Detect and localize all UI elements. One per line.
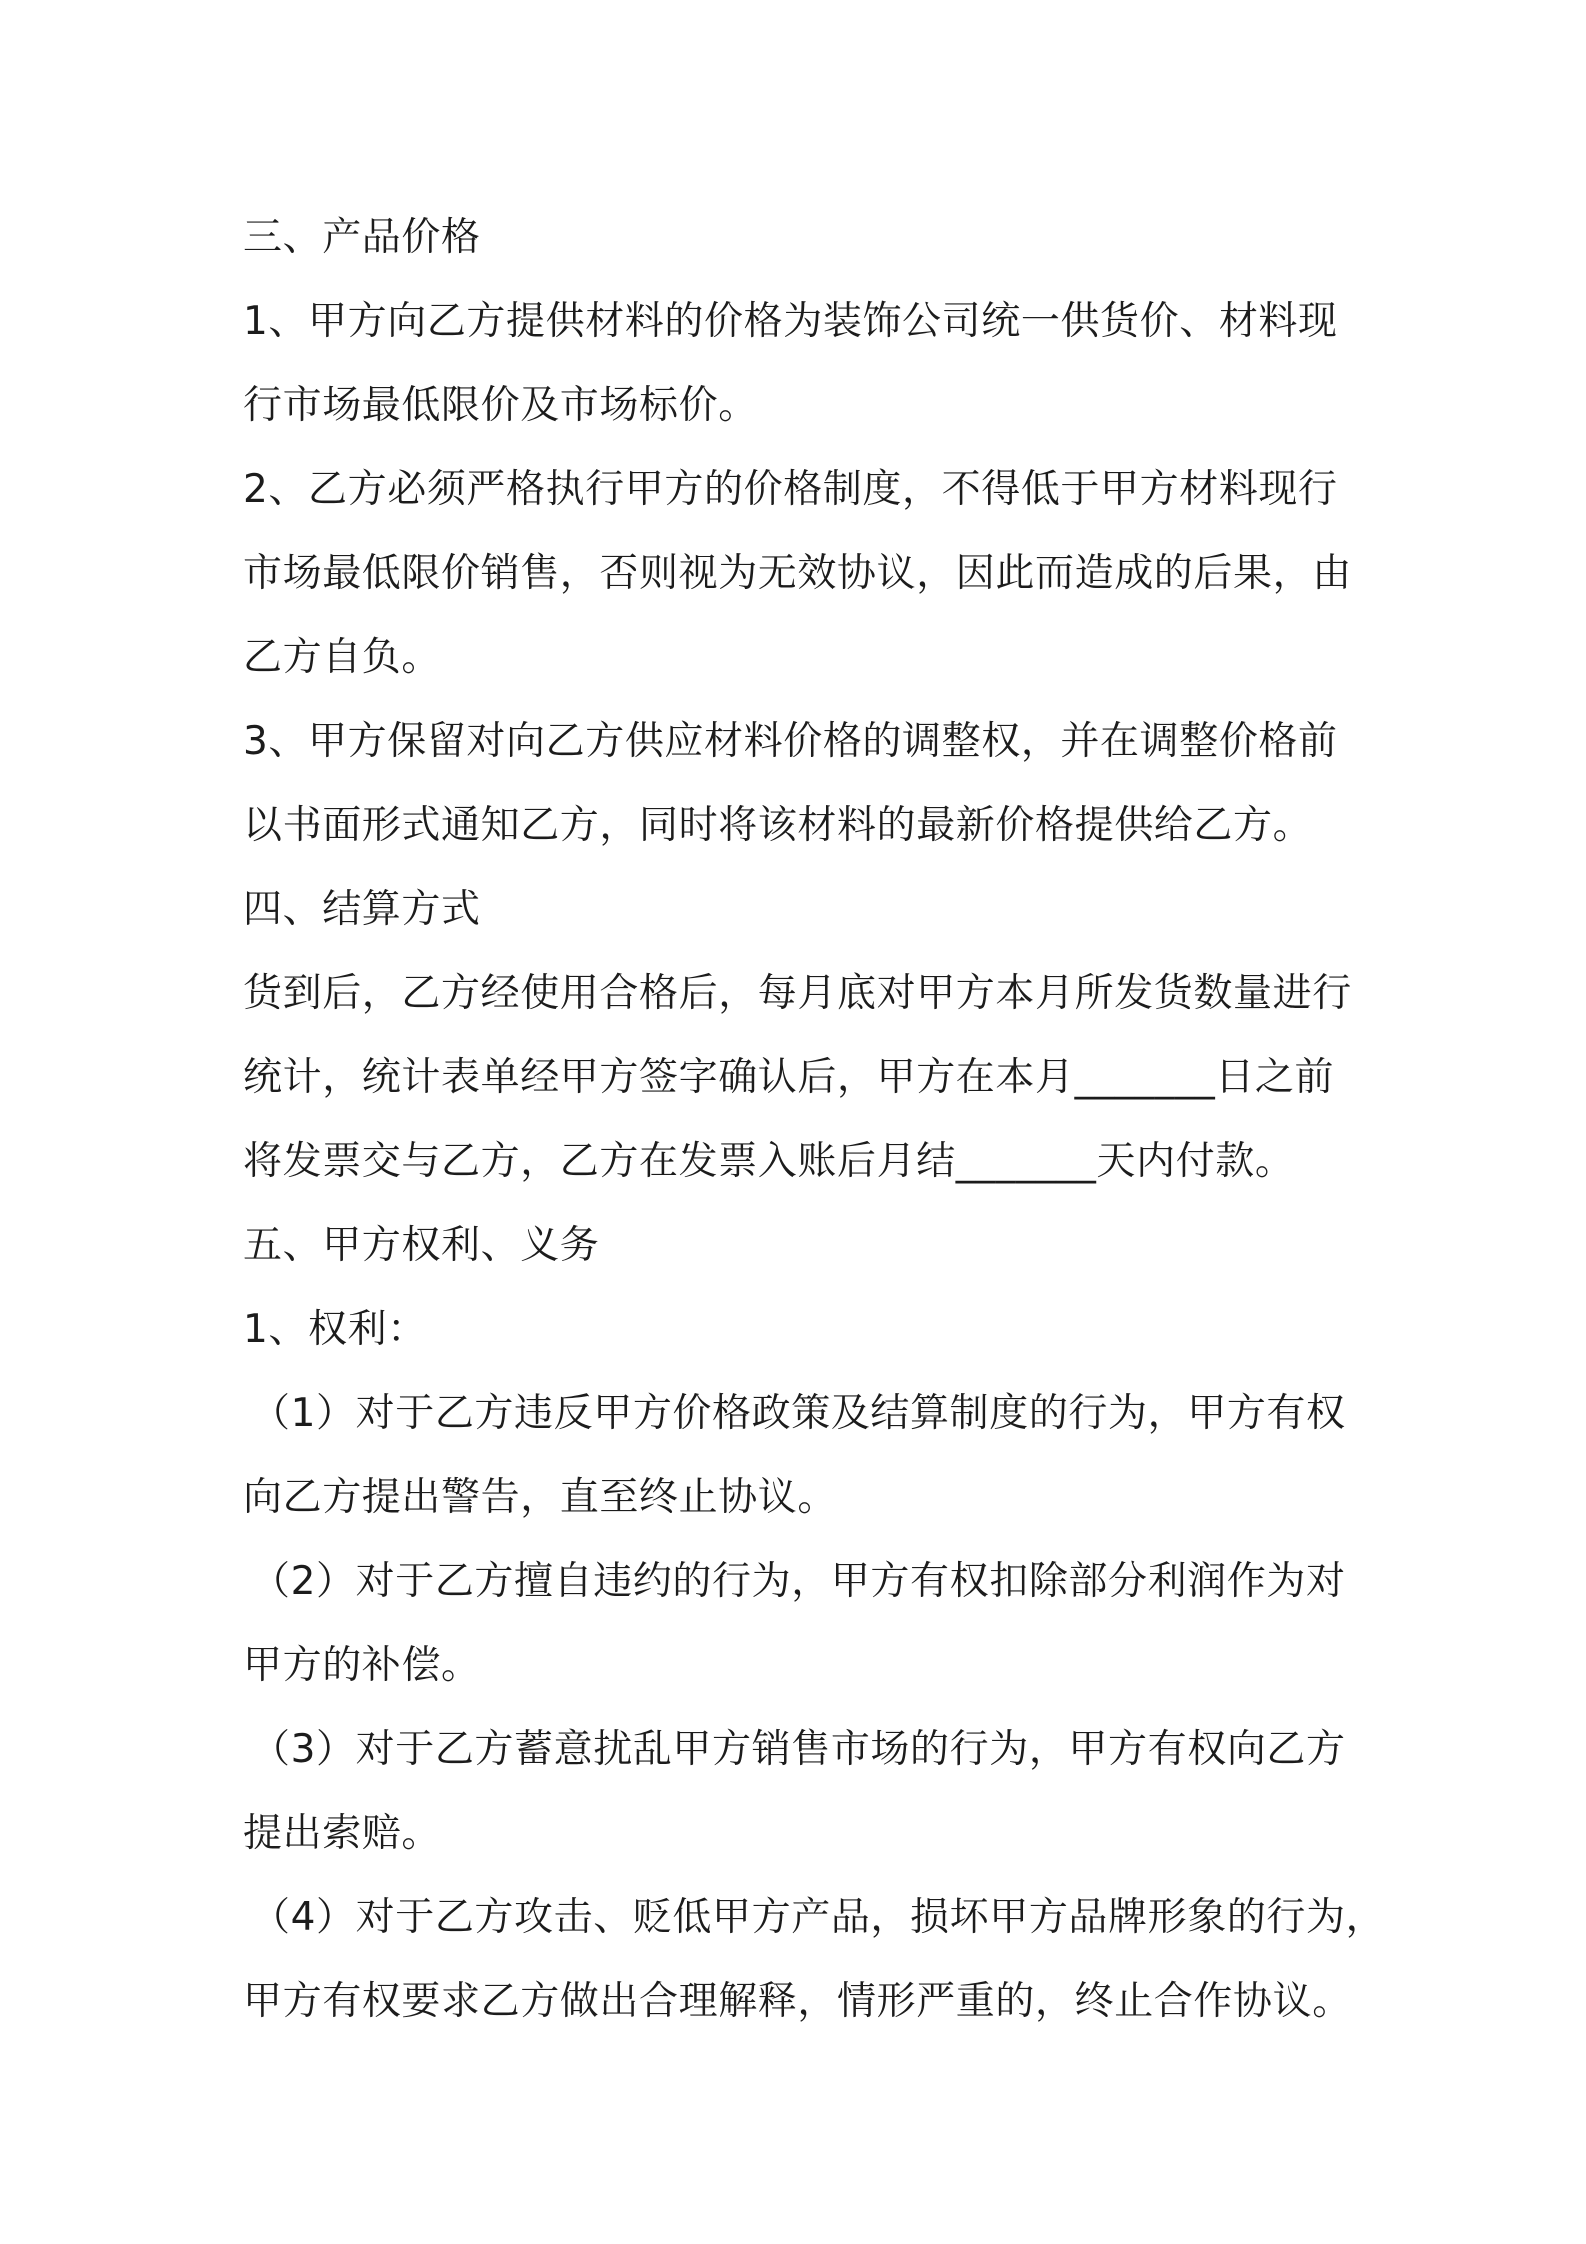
paragraph-line: 乙方自负。 [243,635,442,680]
paragraph-line: 将发票交与乙方，乙方在发票入账后月结_______天内付款。 [243,1139,1295,1184]
section-heading-rights: 五、甲方权利、义务 [243,1223,600,1268]
paragraph-line: （4）对于乙方攻击、贬低甲方产品，损坏甲方品牌形象的行为， [251,1895,1386,1940]
paragraph-line: 统计，统计表单经甲方签字确认后，甲方在本月_______日之前 [243,1055,1335,1100]
paragraph-line: 甲方有权要求乙方做出合理解释，情形严重的，终止合作协议。 [243,1979,1352,2024]
document-body [243,196,1386,2044]
paragraph-line: 货到后，乙方经使用合格后，每月底对甲方本月所发货数量进行 [243,971,1352,1016]
paragraph-line: 提出索赔。 [243,1811,442,1856]
paragraph-line: 向乙方提出警告，直至终止协议。 [243,1475,838,1520]
paragraph-line: 行市场最低限价及市场标价。 [243,383,758,428]
paragraph-line: 3、甲方保留对向乙方供应材料价格的调整权，并在调整价格前 [243,719,1338,764]
section-heading-price: 三、产品价格 [243,215,481,260]
paragraph-line: （3）对于乙方蓄意扰乱甲方销售市场的行为，甲方有权向乙方 [251,1727,1346,1772]
paragraph-line: 市场最低限价销售，否则视为无效协议，因此而造成的后果，由 [243,551,1352,596]
paragraph-line: 甲方的补偿。 [243,1643,481,1688]
paragraph-line: 1、甲方向乙方提供材料的价格为装饰公司统一供货价、材料现 [243,299,1338,344]
subheading-rights: 1、权利： [243,1307,427,1352]
paragraph-line: （2）对于乙方擅自违约的行为，甲方有权扣除部分利润作为对 [251,1559,1346,1604]
section-heading-settlement: 四、结算方式 [243,887,481,932]
paragraph-line: 2、乙方必须严格执行甲方的价格制度，不得低于甲方材料现行 [243,467,1338,512]
paragraph-line: （1）对于乙方违反甲方价格政策及结算制度的行为，甲方有权 [251,1391,1346,1436]
paragraph-line: 以书面形式通知乙方，同时将该材料的最新价格提供给乙方。 [243,803,1313,848]
